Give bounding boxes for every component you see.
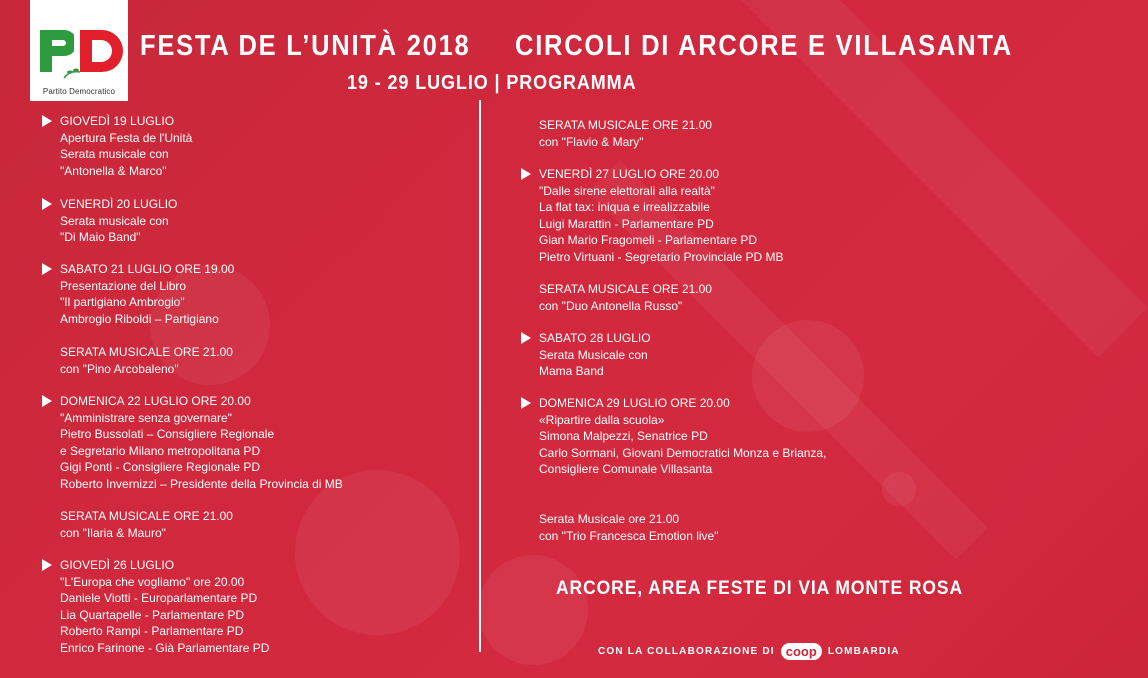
collaboration-line (598, 643, 900, 660)
event-heading: DOMENICA 22 LUGLIO ORE 20.00 (40, 393, 343, 410)
event-detail: «Ripartire dalla scuola» (539, 412, 665, 427)
event-heading: Serata Musicale ore 21.00 (539, 512, 680, 526)
decor-circle (478, 555, 588, 665)
event-detail: con "Duo Antonella Russo" (539, 298, 683, 313)
event-detail: Enrico Farinone - Già Parlamentare PD (60, 640, 270, 655)
collab-suffix: LOMBARDIA (827, 646, 900, 657)
event-detail: "Il partigiano Ambrogio" (60, 295, 185, 309)
program-event (40, 557, 269, 656)
dates-subtitle: 19 - 29 LUGLIO | PROGRAMMA (347, 72, 637, 94)
event-heading: SERATA MUSICALE ORE 21.00 (60, 345, 233, 359)
logo-caption: Partito Democratico (42, 87, 116, 96)
event-detail: e Segretario Milano metropolitana PD (60, 443, 261, 458)
organizer-title: CIRCOLI DI ARCORE E VILLASANTA (515, 30, 1013, 62)
event-heading: DOMENICA 29 LUGLIO ORE 20.00 (519, 395, 826, 412)
event-detail: Ambrogio Riboldi – Partigiano (60, 311, 219, 326)
arrow-bullet-icon (42, 263, 52, 275)
event-heading: SABATO 21 LUGLIO ORE 19.00 (40, 261, 234, 278)
program-event (519, 511, 718, 544)
event-detail: Luigi Marattin - Parlamentare PD (539, 216, 714, 231)
coop-logo: coop (781, 643, 822, 660)
event-detail: Daniele Viotti - Europarlamentare PD (60, 591, 258, 605)
program-event (40, 261, 234, 327)
event-detail: La flat tax: iniqua e irrealizzabile (539, 200, 710, 214)
event-detail: Roberto Rampi - Parlamentare PD (60, 624, 244, 638)
arrow-bullet-icon (42, 115, 52, 127)
event-detail: Pietro Bussolati – Consigliere Regionale (60, 427, 275, 441)
event-detail: Lia Quartapelle - Parlamentare PD (60, 607, 245, 622)
event-detail: Serata Musicale con (539, 347, 648, 362)
program-event (519, 330, 651, 380)
arrow-bullet-icon (42, 559, 52, 571)
program-event (40, 393, 343, 492)
event-detail: Simona Malpezzi, Senatrice PD (539, 429, 708, 443)
event-detail: con "Pino Arcobaleno" (60, 361, 179, 376)
event-heading: VENERDÌ 27 LUGLIO ORE 20.00 (519, 166, 784, 183)
event-detail: "Antonella & Marco" (60, 163, 167, 178)
event-detail: Serata musicale con (60, 213, 169, 228)
collab-prefix: CON LA COLLABORAZIONE DI (598, 646, 775, 657)
arrow-bullet-icon (521, 332, 531, 344)
event-detail: Apertura Festa de l'Unità (60, 130, 193, 145)
event-detail: Serata musicale con (60, 147, 169, 161)
arrow-bullet-icon (521, 397, 531, 409)
program-event (40, 196, 177, 246)
event-detail: Gigi Ponti - Consigliere Regionale PD (60, 460, 261, 474)
event-detail: con "Flavio & Mary" (539, 134, 644, 149)
arrow-bullet-icon (42, 395, 52, 407)
event-heading: SERATA MUSICALE ORE 21.00 (60, 509, 233, 523)
program-event (519, 117, 712, 150)
event-detail: "Amministrare senza governare" (60, 410, 232, 425)
event-detail: con "Ilaria & Mauro" (60, 525, 166, 540)
event-detail: "Dalle sirene elettorali alla realtà" (539, 183, 715, 198)
arrow-bullet-icon (521, 168, 531, 180)
event-detail: con "Trio Francesca Emotion live" (539, 528, 719, 543)
program-event (40, 344, 233, 377)
event-detail: Gian Mario Fragomeli - Parlamentare PD (539, 233, 758, 247)
event-detail: Roberto Invernizzi – Presidente della Provincia di MB (60, 476, 343, 491)
pd-logo-mark (30, 0, 128, 82)
arrow-bullet-icon (42, 198, 52, 210)
pd-logo (30, 0, 128, 101)
program-event (519, 166, 784, 265)
decor-circle (882, 472, 916, 506)
event-detail: Consigliere Comunale Villasanta (539, 462, 713, 476)
decor-circle (295, 470, 460, 635)
event-heading: GIOVEDÌ 26 LUGLIO (40, 557, 269, 574)
event-detail: "Di Maio Band" (60, 230, 141, 244)
event-detail: Presentazione del Libro (60, 278, 187, 293)
program-event (40, 508, 233, 541)
event-heading: SERATA MUSICALE ORE 21.00 (539, 282, 712, 296)
festival-title: FESTA DE L’UNITÀ 2018 (140, 30, 471, 62)
event-detail: Mama Band (539, 364, 604, 378)
program-event (519, 281, 712, 314)
event-detail: Pietro Virtuani - Segretario Provinciale PD MB (539, 249, 784, 264)
program-event (40, 113, 192, 179)
event-heading: VENERDÌ 20 LUGLIO (40, 196, 177, 213)
column-divider (479, 100, 481, 652)
event-heading: SERATA MUSICALE ORE 21.00 (539, 118, 712, 132)
event-heading: GIOVEDÌ 19 LUGLIO (40, 113, 192, 130)
venue-text: ARCORE, AREA FESTE DI VIA MONTE ROSA (556, 578, 964, 599)
event-detail: "L'Europa che vogliamo" ore 20.00 (60, 574, 245, 589)
event-heading: SABATO 28 LUGLIO (519, 330, 651, 347)
program-event (519, 395, 826, 478)
event-detail: Carlo Sormani, Giovani Democratici Monza e Brianza, (539, 445, 827, 460)
